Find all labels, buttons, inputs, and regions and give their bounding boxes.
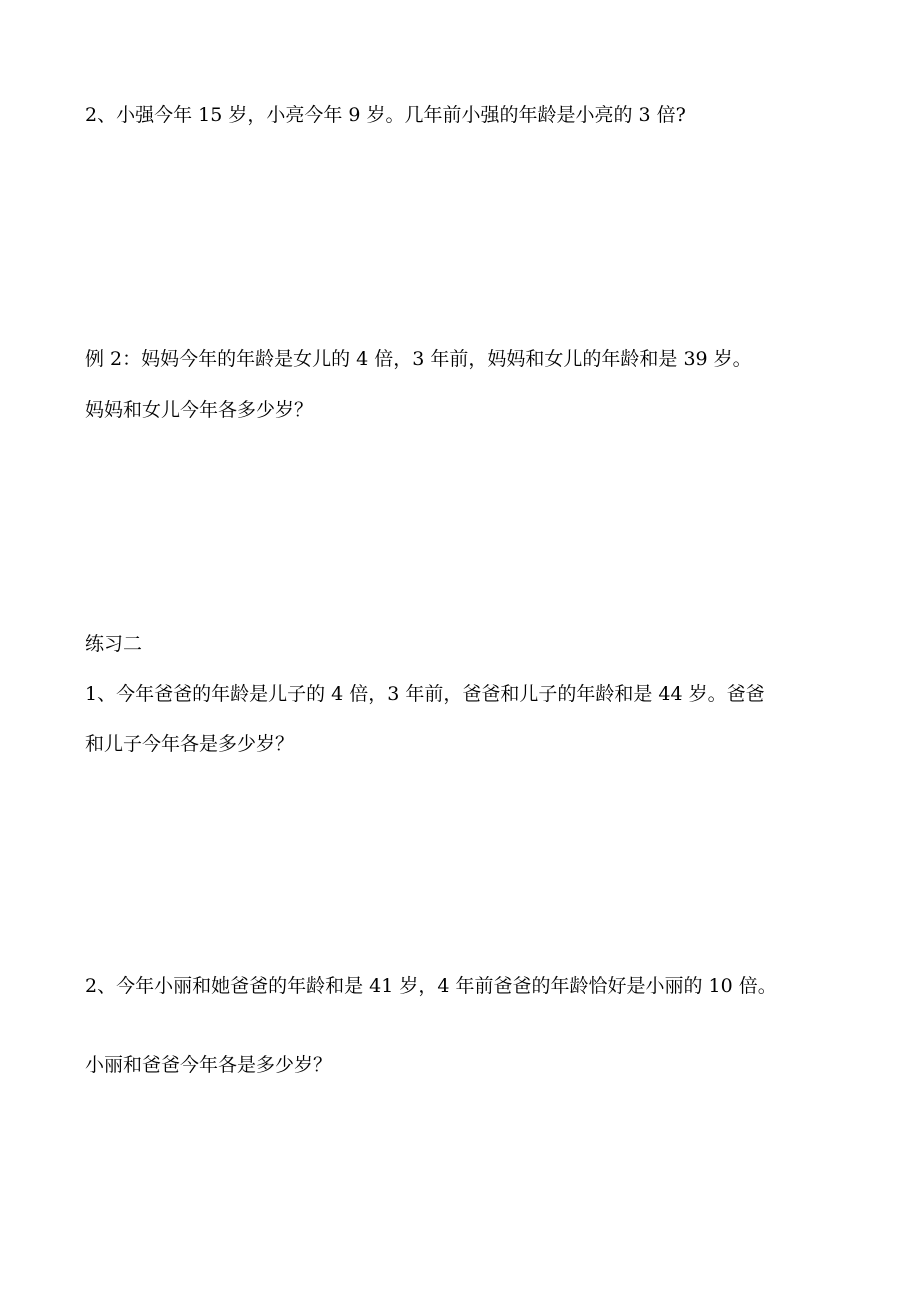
problem-2-text: 2、小强今年 15 岁，小亮今年 9 岁。几年前小强的年龄是小亮的 3 倍?: [85, 104, 686, 126]
example-2-line-1: 例 2：妈妈今年的年龄是女儿的 4 倍，3 年前，妈妈和女儿的年龄和是 39 岁。: [85, 348, 752, 370]
exercise-1-line-2: 和儿子今年各是多少岁？: [85, 733, 295, 755]
exercise-2-line-2: 小丽和爸爸今年各是多少岁？: [85, 1054, 333, 1076]
example-2-line-2: 妈妈和女儿今年各多少岁？: [85, 399, 314, 421]
exercise-heading: 练习二: [85, 633, 143, 655]
exercise-2-line-1: 2、今年小丽和她爸爸的年龄和是 41 岁，4 年前爸爸的年龄恰好是小丽的 10 倍。: [85, 975, 777, 997]
exercise-1-line-1: 1、今年爸爸的年龄是儿子的 4 倍，3 年前，爸爸和儿子的年龄和是 44 岁。爸爸: [85, 683, 765, 705]
